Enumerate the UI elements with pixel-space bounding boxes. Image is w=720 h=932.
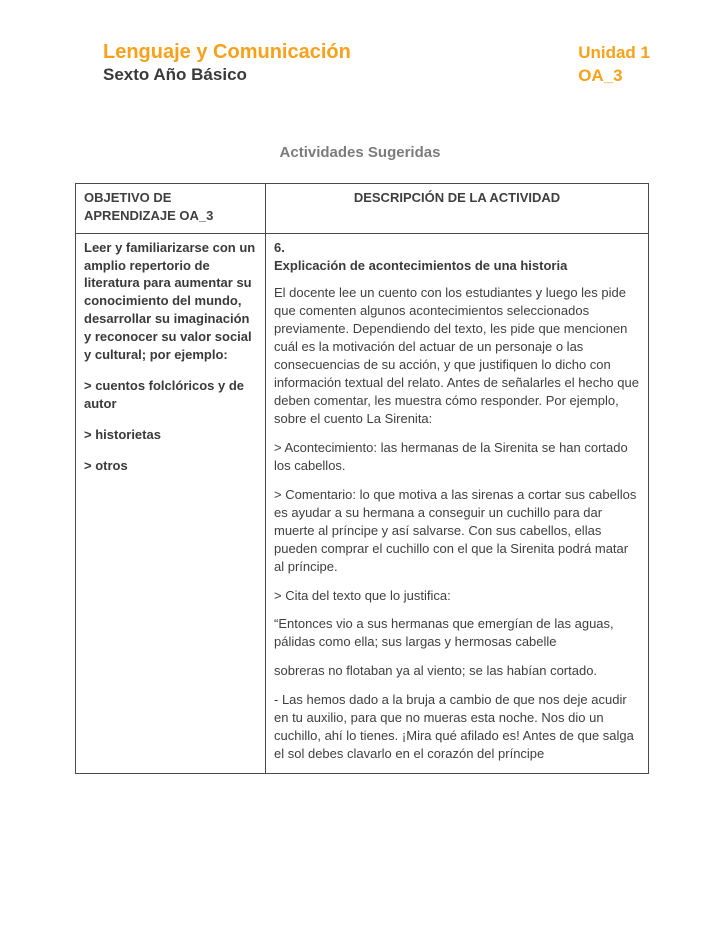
activity-paragraph: El docente lee un cuento con los estudiantes y luego les pide que comenten algunos acontecimientos seleccionados previamente. Dependiendo del texto, les pide que mencionen cuál es la motivación del actuar de un personaje o las consecuencias de su acción, y que justifiquen lo dicho con información textual del relato. Antes de señalarles el hecho que deben comentar, les muestra cómo responder. Por ejemplo, sobre el cuento La Sirenita: [274, 285, 639, 427]
page-heading: Actividades Sugeridas [279, 143, 441, 161]
table-header-row [76, 183, 649, 233]
activities-table [75, 183, 649, 774]
activity-paragraph: - Las hemos dado a la bruja a cambio de que nos deje acudir en tu auxilio, para que no mueras esta noche. Nos dio un cuchillo, ahí lo tienes. ¡Mira qué afilado es! Antes de que salga el sol debes clavarlo en el corazón del príncipe [274, 692, 634, 762]
objective-item: > cuentos folclóricos y de autor [84, 378, 245, 412]
activity-title: Explicación de acontecimientos de una historia [274, 257, 568, 273]
objective-item: > otros [84, 457, 128, 473]
activity-paragraph: sobreras no flotaban ya al viento; se las habían cortado. [274, 663, 598, 679]
objective-column-header: OBJETIVO DE APRENDIZAJE OA_3 [76, 183, 266, 233]
activity-paragraph: > Comentario: lo que motiva a las sirenas a cortar sus cabellos es ayudar a su hermana a conseguir un cuchillo para dar muerte al príncipe y así salvarse. Con sus cabellos, ellas pueden comprar el cuchillo con el que la Sirenita podrá matar al príncipe. [274, 486, 637, 574]
unit-label: Unidad 1 [578, 43, 650, 62]
activity-paragraph: > Cita del texto que lo justifica: [274, 587, 451, 603]
document-title: Lenguaje y Comunicación [103, 41, 351, 63]
table-body-row [76, 233, 649, 773]
activity-column-header: DESCRIPCIÓN DE LA ACTIVIDAD [266, 183, 649, 233]
objective-item: > historietas [84, 427, 161, 443]
document-header [0, 0, 720, 89]
activity-paragraph: > Acontecimiento: las hermanas de la Sirenita se han cortado los cabellos. [274, 439, 628, 473]
header-right-block [578, 40, 650, 89]
activity-cell [266, 233, 649, 773]
activity-number: 6. [274, 239, 285, 255]
header-left-block [103, 40, 351, 87]
activity-paragraph: “Entonces vio a sus hermanas que emergían de las aguas, pálidas como ella; sus largas y hermosas cabelle [274, 616, 614, 650]
objective-intro: Leer y familiarizarse con un amplio repertorio de literatura para aumentar su conocimiento del mundo, desarrollar su imaginación y reconocer su valor social y cultural; por ejemplo: [84, 239, 256, 363]
objective-cell [76, 233, 266, 773]
oa-label: OA_3 [578, 66, 623, 86]
document-subtitle: Sexto Año Básico [103, 65, 247, 84]
